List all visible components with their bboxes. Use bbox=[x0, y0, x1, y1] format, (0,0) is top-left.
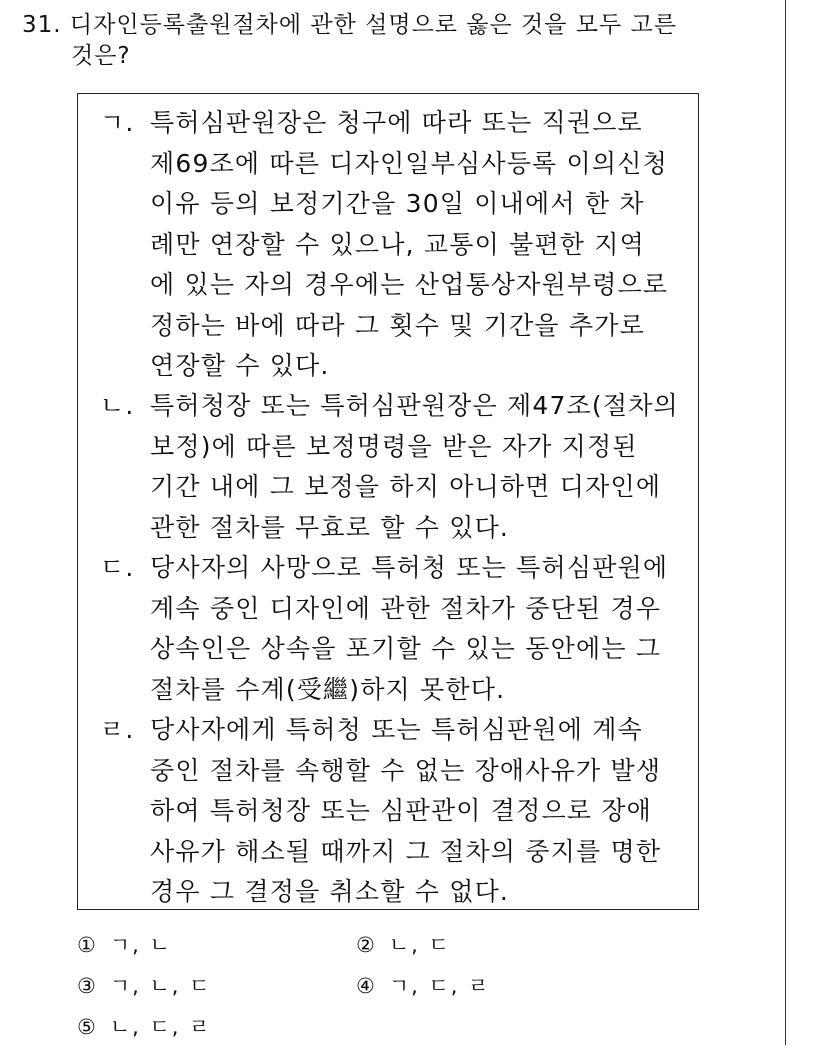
statement-line: 기간 내에 그 보정을 하지 아니하면 디자인에 bbox=[150, 472, 662, 501]
choice-row bbox=[77, 966, 677, 1007]
statement-item-giyeok bbox=[100, 103, 690, 387]
statement-text: 특허심판원장은 청구에 따라 또는 직권으로 bbox=[150, 108, 643, 137]
statement-marker: ㄴ. bbox=[100, 391, 135, 420]
statement-line: 관한 절차를 무효로 할 수 있다. bbox=[150, 512, 510, 542]
question-number: 31. bbox=[22, 12, 62, 38]
statement-item-rieul bbox=[100, 710, 690, 913]
choice-1[interactable] bbox=[77, 925, 172, 966]
statement-marker: ㄱ. bbox=[100, 108, 135, 137]
choice-text: ㄱ, ㄷ, ㄹ bbox=[388, 974, 491, 998]
choice-2[interactable] bbox=[356, 925, 451, 966]
statement-marker: ㄷ. bbox=[100, 553, 135, 582]
statement-item-digeut bbox=[100, 548, 690, 710]
statement-line: 하여 특허청장 또는 심판관이 결정으로 장애 bbox=[150, 796, 653, 825]
question-line-1 bbox=[22, 10, 772, 41]
choice-row bbox=[77, 1007, 677, 1048]
statement-marker: ㄹ. bbox=[100, 715, 135, 744]
choice-text: ㄴ, ㄷ, ㄹ bbox=[109, 1015, 212, 1039]
choice-number: ① bbox=[77, 933, 98, 957]
statement-line: 절차를 수계(受繼)하지 못한다. bbox=[150, 674, 506, 704]
answer-choices bbox=[77, 925, 677, 1048]
choice-text: ㄱ, ㄴ, ㄷ bbox=[109, 974, 212, 998]
statement-line bbox=[100, 103, 690, 144]
statement-line: 이유 등의 보정기간을 30일 이내에서 한 차 bbox=[150, 189, 645, 218]
statement-line: 정하는 바에 따라 그 횟수 및 기간을 추가로 bbox=[150, 310, 645, 340]
statement-line: 제69조에 따른 디자인일부심사등록 이의신청 bbox=[150, 148, 668, 178]
right-column-rule bbox=[785, 0, 786, 1045]
question-text-line-1: 디자인등록출원절차에 관한 설명으로 옳은 것을 모두 고른 bbox=[69, 12, 677, 38]
statement-text: 당사자의 사망으로 특허청 또는 특허심판원에 bbox=[150, 553, 669, 582]
choice-text: ㄱ, ㄴ bbox=[109, 933, 172, 957]
choice-row bbox=[77, 925, 677, 966]
choice-number: ② bbox=[356, 933, 377, 957]
choice-number: ③ bbox=[77, 974, 98, 998]
statement-item-nieun bbox=[100, 386, 690, 548]
statement-line bbox=[100, 548, 690, 589]
choice-number: ⑤ bbox=[77, 1015, 98, 1039]
choice-3[interactable] bbox=[77, 966, 211, 1007]
statement-line: 계속 중인 디자인에 관한 절차가 중단된 경우 bbox=[150, 593, 662, 623]
statement-line: 례만 연장할 수 있으나, 교통이 불편한 지역 bbox=[150, 229, 645, 259]
statement-line bbox=[100, 386, 690, 427]
statement-line: 상속인은 상속을 포기할 수 있는 동안에는 그 bbox=[150, 634, 662, 663]
statement-line: 에 있는 자의 경우에는 산업통상자원부령으로 bbox=[150, 270, 669, 299]
question-line-2 bbox=[22, 41, 772, 72]
choice-number: ④ bbox=[356, 974, 377, 998]
statement-line: 연장할 수 있다. bbox=[150, 351, 330, 380]
question-text-line-2: 것은? bbox=[71, 43, 131, 69]
statement-line: 보정)에 따른 보정명령을 받은 자가 지정된 bbox=[150, 431, 638, 461]
choice-4[interactable] bbox=[356, 966, 490, 1007]
statement-line: 사유가 해소될 때까지 그 절차의 중지를 명한 bbox=[150, 836, 662, 866]
statement-text: 당사자에게 특허청 또는 특허심판원에 계속 bbox=[150, 715, 643, 744]
choice-5[interactable] bbox=[77, 1007, 211, 1048]
statement-text: 특허청장 또는 특허심판원장은 제47조(절차의 bbox=[150, 391, 679, 420]
statement-line bbox=[100, 710, 690, 751]
choice-text: ㄴ, ㄷ bbox=[388, 933, 451, 957]
statement-line: 중인 절차를 속행할 수 없는 장애사유가 발생 bbox=[150, 755, 662, 785]
statement-line: 경우 그 결정을 취소할 수 없다. bbox=[150, 877, 510, 906]
question-stem bbox=[22, 10, 772, 72]
